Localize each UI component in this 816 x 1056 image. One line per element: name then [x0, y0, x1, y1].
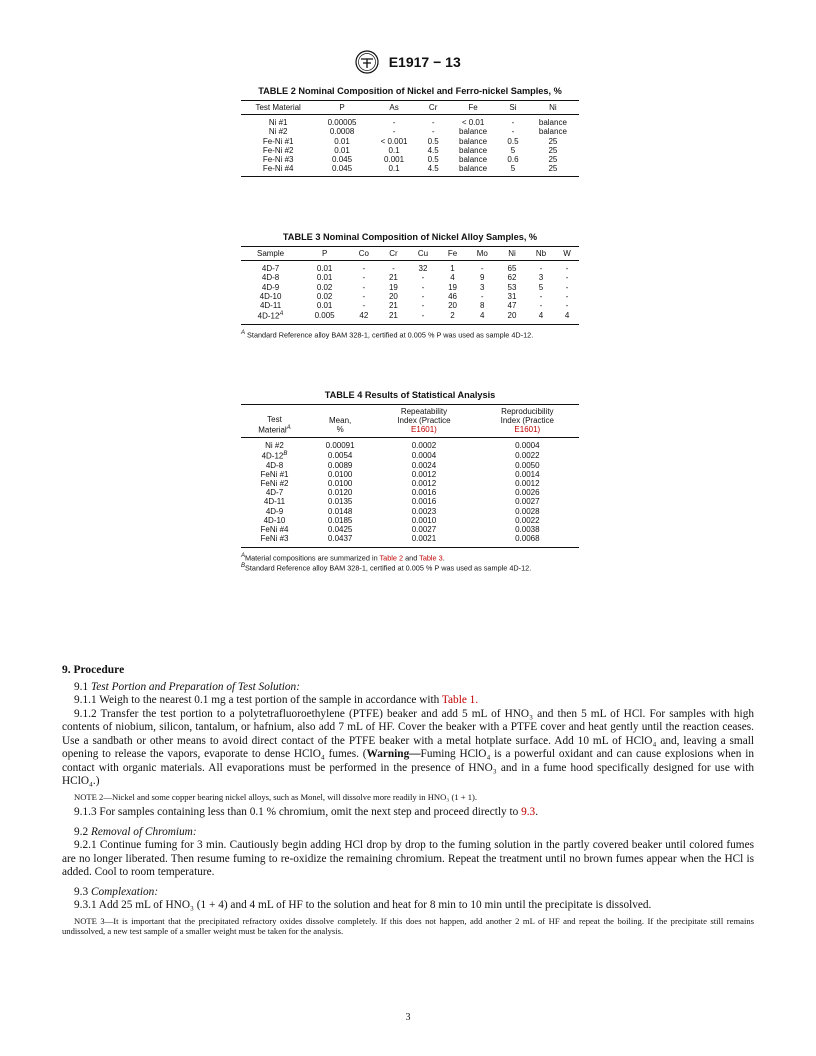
table-cell: 4D-11	[263, 497, 286, 507]
table-cell: 4D-9	[261, 282, 280, 292]
table-cell: -	[421, 273, 425, 283]
table-cell: 0.0008	[329, 127, 355, 137]
table-cell: -	[392, 118, 396, 128]
table-header-cell: Cr	[379, 247, 409, 261]
table-row	[241, 261, 579, 274]
table-cell: -	[362, 291, 366, 301]
subsection-9-1: 9.1 Test Portion and Preparation of Test Solution:	[74, 680, 300, 693]
table-row	[241, 516, 579, 525]
table-row	[241, 470, 579, 479]
table-cell: 0.0022	[515, 515, 540, 525]
table-row	[241, 127, 579, 136]
table-cell: 0.0027	[515, 497, 540, 507]
table-row	[241, 155, 579, 164]
table-cell: 62	[507, 273, 517, 283]
table-cell: 0.0016	[411, 497, 437, 507]
table-cell: < 0.01	[461, 118, 485, 128]
table-cell: 0.045	[332, 155, 353, 165]
table-cell: 0.0012	[411, 469, 437, 479]
table-cell: 0.0054	[327, 450, 353, 460]
table-row	[241, 301, 579, 310]
table-cell: 0.02	[316, 282, 333, 292]
table-cell: FeNi #4	[260, 525, 289, 535]
table-cell: 0.0068	[476, 534, 579, 547]
table-cell: FeNi #1	[260, 469, 289, 479]
table-cell: 0.0002	[411, 440, 437, 450]
table-cell: 32	[418, 264, 428, 274]
table-cell: 0.6	[507, 155, 519, 165]
table-cell: 0.045	[315, 164, 368, 177]
table-header-cell: P	[315, 101, 368, 115]
table-cell: 4D-8	[261, 273, 280, 283]
table-row	[241, 115, 579, 128]
table-cell: -	[565, 301, 569, 311]
table-cell: 0.0004	[411, 450, 437, 460]
table-cell: 1	[450, 264, 455, 274]
table-cell: 47	[507, 301, 517, 311]
table-cell: 2	[438, 310, 468, 324]
table-cell: 25	[527, 164, 579, 177]
table-header-cell: Fe	[438, 247, 468, 261]
table-header-cell: P	[300, 247, 349, 261]
table-header-cell: Sample	[241, 247, 300, 261]
table-cell: 4D-8	[265, 460, 284, 470]
table-row	[241, 164, 579, 177]
table-cell: -	[421, 291, 425, 301]
table-cell: -	[565, 273, 569, 283]
table-cell: 0.01	[334, 145, 350, 155]
table-row	[241, 488, 579, 497]
table-row	[241, 450, 579, 461]
table-cell: 0.0135	[327, 497, 353, 507]
table-cell: 4D-7	[261, 264, 280, 274]
page-number: 3	[405, 1012, 411, 1023]
table3-title: TABLE 3 Nominal Composition of Nickel Alloy Samples, %	[282, 232, 538, 242]
table-cell: 0.0148	[327, 506, 353, 516]
table-header-cell: Ni	[497, 247, 527, 261]
table-cell: -	[565, 264, 569, 274]
table-cell: balance	[459, 136, 488, 146]
table-cell: 0.0004	[515, 440, 540, 450]
table-cell: 0.5	[507, 136, 519, 146]
note-2: NOTE 2—Nickel and some copper bearing nickel alloys, such as Monel, will dissolve more readily in HNO₃ (1 + 1).	[74, 791, 478, 802]
paragraph-9-2-1: 9.2.1 Continue fuming for 3 min. Cautiously begin adding HCl drop by drop to the fuming solution in the partly covered beaker until colored fumes are no longer liberated. Then resume fuming to re-oxidize the remaining chromium. Repeat the treatment until no brown fumes appear when the HCl is added. Cool to room temperature.	[62, 839, 754, 878]
table3	[241, 246, 579, 325]
table-cell: 25	[548, 155, 558, 165]
table-row	[241, 437, 579, 450]
table-cell: 4D-7	[265, 488, 284, 498]
table4	[241, 404, 579, 548]
table-cell: balance	[459, 155, 488, 165]
table-cell: $4D-12^B$	[261, 450, 288, 461]
col-header-mean: Mean, %	[308, 405, 372, 438]
table-cell: 0.01	[316, 273, 333, 283]
table-cell: 4	[555, 310, 579, 324]
table-cell: 4.5	[427, 145, 439, 155]
table-header-cell: Mo	[467, 247, 497, 261]
table-cell: -	[565, 291, 569, 301]
table-cell: 3	[480, 282, 485, 292]
table-header-cell: Cu	[408, 247, 438, 261]
table-cell: < 0.001	[380, 136, 408, 146]
table-cell: -	[392, 264, 395, 274]
table3-link[interactable]: Table 3	[419, 552, 443, 562]
table4-block	[241, 390, 579, 572]
e1601-link[interactable]: E1601)	[514, 425, 541, 435]
table-cell: balance	[538, 118, 567, 128]
table2-title: TABLE 2 Nominal Composition of Nickel and Ferro-nickel Samples, %	[258, 86, 562, 96]
table-cell: 0.1	[388, 145, 400, 155]
table-cell: balance	[538, 127, 567, 137]
paragraph-9-1-1: 9.1.1 Weigh to the nearest 0.1 mg a test portion of the sample in accordance with Table 1.	[74, 694, 479, 706]
table-cell: -	[539, 301, 543, 311]
table-header-cell: Ni	[527, 101, 579, 115]
table-cell: -	[362, 264, 366, 274]
table-cell: -	[539, 291, 543, 301]
standard-designation: E1917 − 13	[388, 54, 461, 70]
table-cell: 65	[507, 264, 517, 274]
table-cell: 0.0120	[327, 488, 353, 498]
footnote-b: $^B$Standard Reference alloy BAM 328-1, certified at 0.005 % P was used as sample 4D-12.	[241, 562, 532, 573]
astm-logo-icon	[355, 50, 379, 74]
table-cell: 3	[538, 273, 544, 283]
table-cell: 9	[480, 273, 485, 283]
table-row	[241, 137, 579, 146]
table-row	[241, 534, 579, 547]
table-cell: 0.0012	[515, 479, 540, 489]
table-cell: 19	[388, 282, 398, 292]
table1-link[interactable]: Table 1.	[441, 694, 479, 706]
table-row	[241, 461, 579, 470]
table-cell: -	[431, 118, 435, 128]
col-header-test-material: Test Material$^A$	[241, 405, 308, 438]
table-cell: 0.0050	[515, 460, 540, 470]
table4-footnotes	[241, 552, 579, 573]
table-header-cell: Test Material	[241, 101, 315, 115]
table-cell: Ni #2	[268, 127, 288, 137]
table-cell: 0.001	[384, 155, 405, 165]
table-cell: balance	[459, 127, 488, 137]
footnote-mark: A	[241, 330, 246, 337]
table-cell: 5	[510, 145, 516, 155]
table-cell: 0.0024	[411, 460, 437, 470]
table-cell: 46	[448, 291, 457, 301]
subsection-9-3: 9.3 Complexation:	[74, 885, 159, 898]
paragraph-9-3-1: 9.3.1 Add 25 mL of HNO₃ (1 + 4) and 4 mL of HF to the solution and heat for 8 min to 10 min until the precipitate is dissolved.	[74, 899, 652, 911]
table-cell: -	[480, 291, 484, 301]
col-header-reproducibility: Reproducibility Index (Practice E1601)	[476, 405, 579, 438]
table-header-cell: Cr	[419, 101, 447, 115]
footnote-a: $^A$Material compositions are summarized in Table 2 and Table 3.	[241, 552, 445, 562]
table-cell: Fe-Ni #4	[241, 164, 315, 177]
paragraph-9-1-3: 9.1.3 For samples containing less than 0.1 % chromium, omit the next step and proceed directly to 9.3.	[74, 806, 539, 818]
table-cell: $4D-12^A$	[241, 310, 300, 324]
table-cell: 0.0185	[327, 515, 353, 525]
table-cell: Fe-Ni #2	[262, 145, 294, 155]
table2-link[interactable]: Table 2	[379, 552, 404, 562]
table-cell: 21	[388, 273, 398, 283]
table4-title: TABLE 4 Results of Statistical Analysis	[324, 390, 496, 400]
table-cell: 0.0022	[515, 450, 540, 460]
table-cell: 0.01	[334, 136, 350, 146]
table-row	[241, 146, 579, 155]
table-cell: 4D-10	[263, 515, 286, 525]
table-cell: 4D-9	[265, 506, 284, 516]
table-header-cell: As	[369, 101, 420, 115]
table2-block	[241, 86, 579, 177]
subsection-9-2: 9.2 Removal of Chromium:	[74, 825, 197, 838]
table2	[241, 100, 579, 177]
table-cell: Ni #1	[268, 118, 288, 128]
note-3: NOTE 3—It is important that the precipitated refractory oxides dissolve completely. If this does not happen, add another 2 mL of HF and repeat the boiling. If the precipitate still remains undissolved, a new test sample of a smaller weight must be taken for the analysis.	[62, 915, 754, 936]
table-row	[241, 292, 579, 301]
footnote-text: Standard Reference alloy BAM 328-1, certified at 0.005 % P was used as sample 4D-12.	[247, 330, 534, 340]
procedure-section	[62, 664, 754, 941]
table-cell: balance	[447, 164, 499, 177]
table-cell: -	[539, 264, 543, 274]
table-header-cell: Fe	[447, 101, 499, 115]
table-cell: 0.0027	[411, 525, 437, 535]
table-row	[241, 525, 579, 534]
table-cell: 0.0016	[411, 488, 437, 498]
table-cell: 0.0014	[515, 469, 540, 479]
table-cell: 20	[388, 291, 398, 301]
table-row	[241, 283, 579, 292]
table-cell: 0.0100	[327, 479, 353, 489]
table-cell: 0.01	[316, 301, 333, 311]
table-header-cell: W	[555, 247, 579, 261]
table-cell: 0.005	[300, 310, 349, 324]
table-cell: 53	[507, 282, 517, 292]
table-cell: 0.02	[316, 291, 333, 301]
table-cell: -	[431, 127, 435, 137]
table-cell: -	[408, 310, 438, 324]
table-cell: 8	[480, 301, 485, 311]
table-cell: 0.5	[427, 155, 439, 165]
table-cell: balance	[459, 145, 488, 155]
table-cell: 0.0437	[308, 534, 372, 547]
table-cell: Fe-Ni #3	[262, 155, 294, 165]
table-cell: -	[511, 118, 515, 128]
table-cell: 4.5	[419, 164, 447, 177]
table-cell: 0.0425	[327, 525, 353, 535]
table-cell: 20	[497, 310, 527, 324]
table-cell: 42	[349, 310, 379, 324]
table-cell: 0.0038	[515, 525, 540, 535]
table-header-cell: Nb	[527, 247, 555, 261]
table-cell: 0.0026	[515, 488, 540, 498]
table3-footnote	[241, 329, 579, 339]
table-cell: -	[421, 301, 425, 311]
page-header	[0, 50, 816, 74]
table-cell: 5	[499, 164, 527, 177]
table3-block	[241, 232, 579, 340]
table-cell: 20	[448, 301, 457, 311]
table-cell: 0.5	[427, 136, 439, 146]
table-cell: FeNi #2	[260, 479, 289, 489]
col-header-repeatability: Repeatability Index (Practice E1601)	[372, 405, 475, 438]
section-title: 9. Procedure	[62, 664, 125, 676]
table-cell: 5	[538, 282, 544, 292]
table-cell: 4	[527, 310, 555, 324]
table-header-cell: Co	[349, 247, 379, 261]
section-9-3-link[interactable]: 9.3	[521, 806, 536, 818]
table-header-cell: Si	[499, 101, 527, 115]
table-cell: 0.00005	[327, 118, 357, 128]
table-cell: 4	[467, 310, 497, 324]
table-cell: 4D-10	[259, 291, 282, 301]
table-cell: -	[392, 127, 396, 137]
table-cell: FeNi #3	[241, 534, 308, 547]
table-cell: Ni #2	[265, 440, 284, 450]
table-row	[241, 507, 579, 516]
e1601-link[interactable]: E1601)	[411, 425, 437, 435]
table-row	[241, 310, 579, 324]
table-cell: -	[480, 264, 484, 274]
table-cell: 0.0028	[515, 506, 540, 516]
table-cell: 25	[548, 136, 558, 146]
table-cell: -	[421, 282, 425, 292]
table-cell: 4	[450, 273, 455, 283]
table-cell: 21	[379, 310, 409, 324]
table-cell: 19	[448, 282, 457, 292]
table-cell: 31	[507, 291, 517, 301]
table-cell: -	[511, 127, 515, 137]
table-cell: Fe-Ni #1	[262, 136, 294, 146]
table-row	[241, 497, 579, 506]
table-row	[241, 479, 579, 488]
table-cell: 0.01	[316, 264, 333, 274]
table-cell: -	[565, 282, 569, 292]
table-cell: 21	[388, 301, 398, 311]
table-cell: 0.00091	[325, 440, 355, 450]
paragraph-9-1-2: 9.1.2 Transfer the test portion to a polytetrafluoroethylene (PTFE) beaker and add 5 mL of HNO₃ and then 5 mL of HCl. For samples with high contents of niobium, silicon, tantalum, or hafnium, also add 7 mL of HF. Cover the beaker with a PTFE cover and heat gently until the reaction ceases. Use a sandbath or other means to avoid direct contact of the PTFE beaker with a metal hotplate surface. Add 10 mL of HClO₄ and, leaving a small opening to release the vapors, evaporate to dense HClO₄ fumes. (Warning—Fuming HClO₄ is a powerful oxidant and can cause explosions when in contact with organic materials. All evaporations must be performed in the presence of HNO₃ and in a fume hood specifically designed for use with HClO₄.)	[62, 707, 754, 787]
table-cell: 0.0012	[411, 479, 437, 489]
table-cell: 0.0100	[327, 469, 353, 479]
table-row	[241, 273, 579, 282]
table-cell: 25	[548, 145, 558, 155]
table-cell: -	[362, 273, 366, 283]
table-cell: -	[362, 301, 366, 311]
table-cell: -	[362, 282, 366, 292]
table-cell: 0.0021	[372, 534, 475, 547]
table-cell: 0.0023	[411, 506, 437, 516]
table-cell: 0.0089	[327, 460, 353, 470]
table-cell: 0.0010	[411, 515, 437, 525]
table-cell: 0.1	[369, 164, 420, 177]
table-cell: 4D-11	[259, 301, 282, 311]
